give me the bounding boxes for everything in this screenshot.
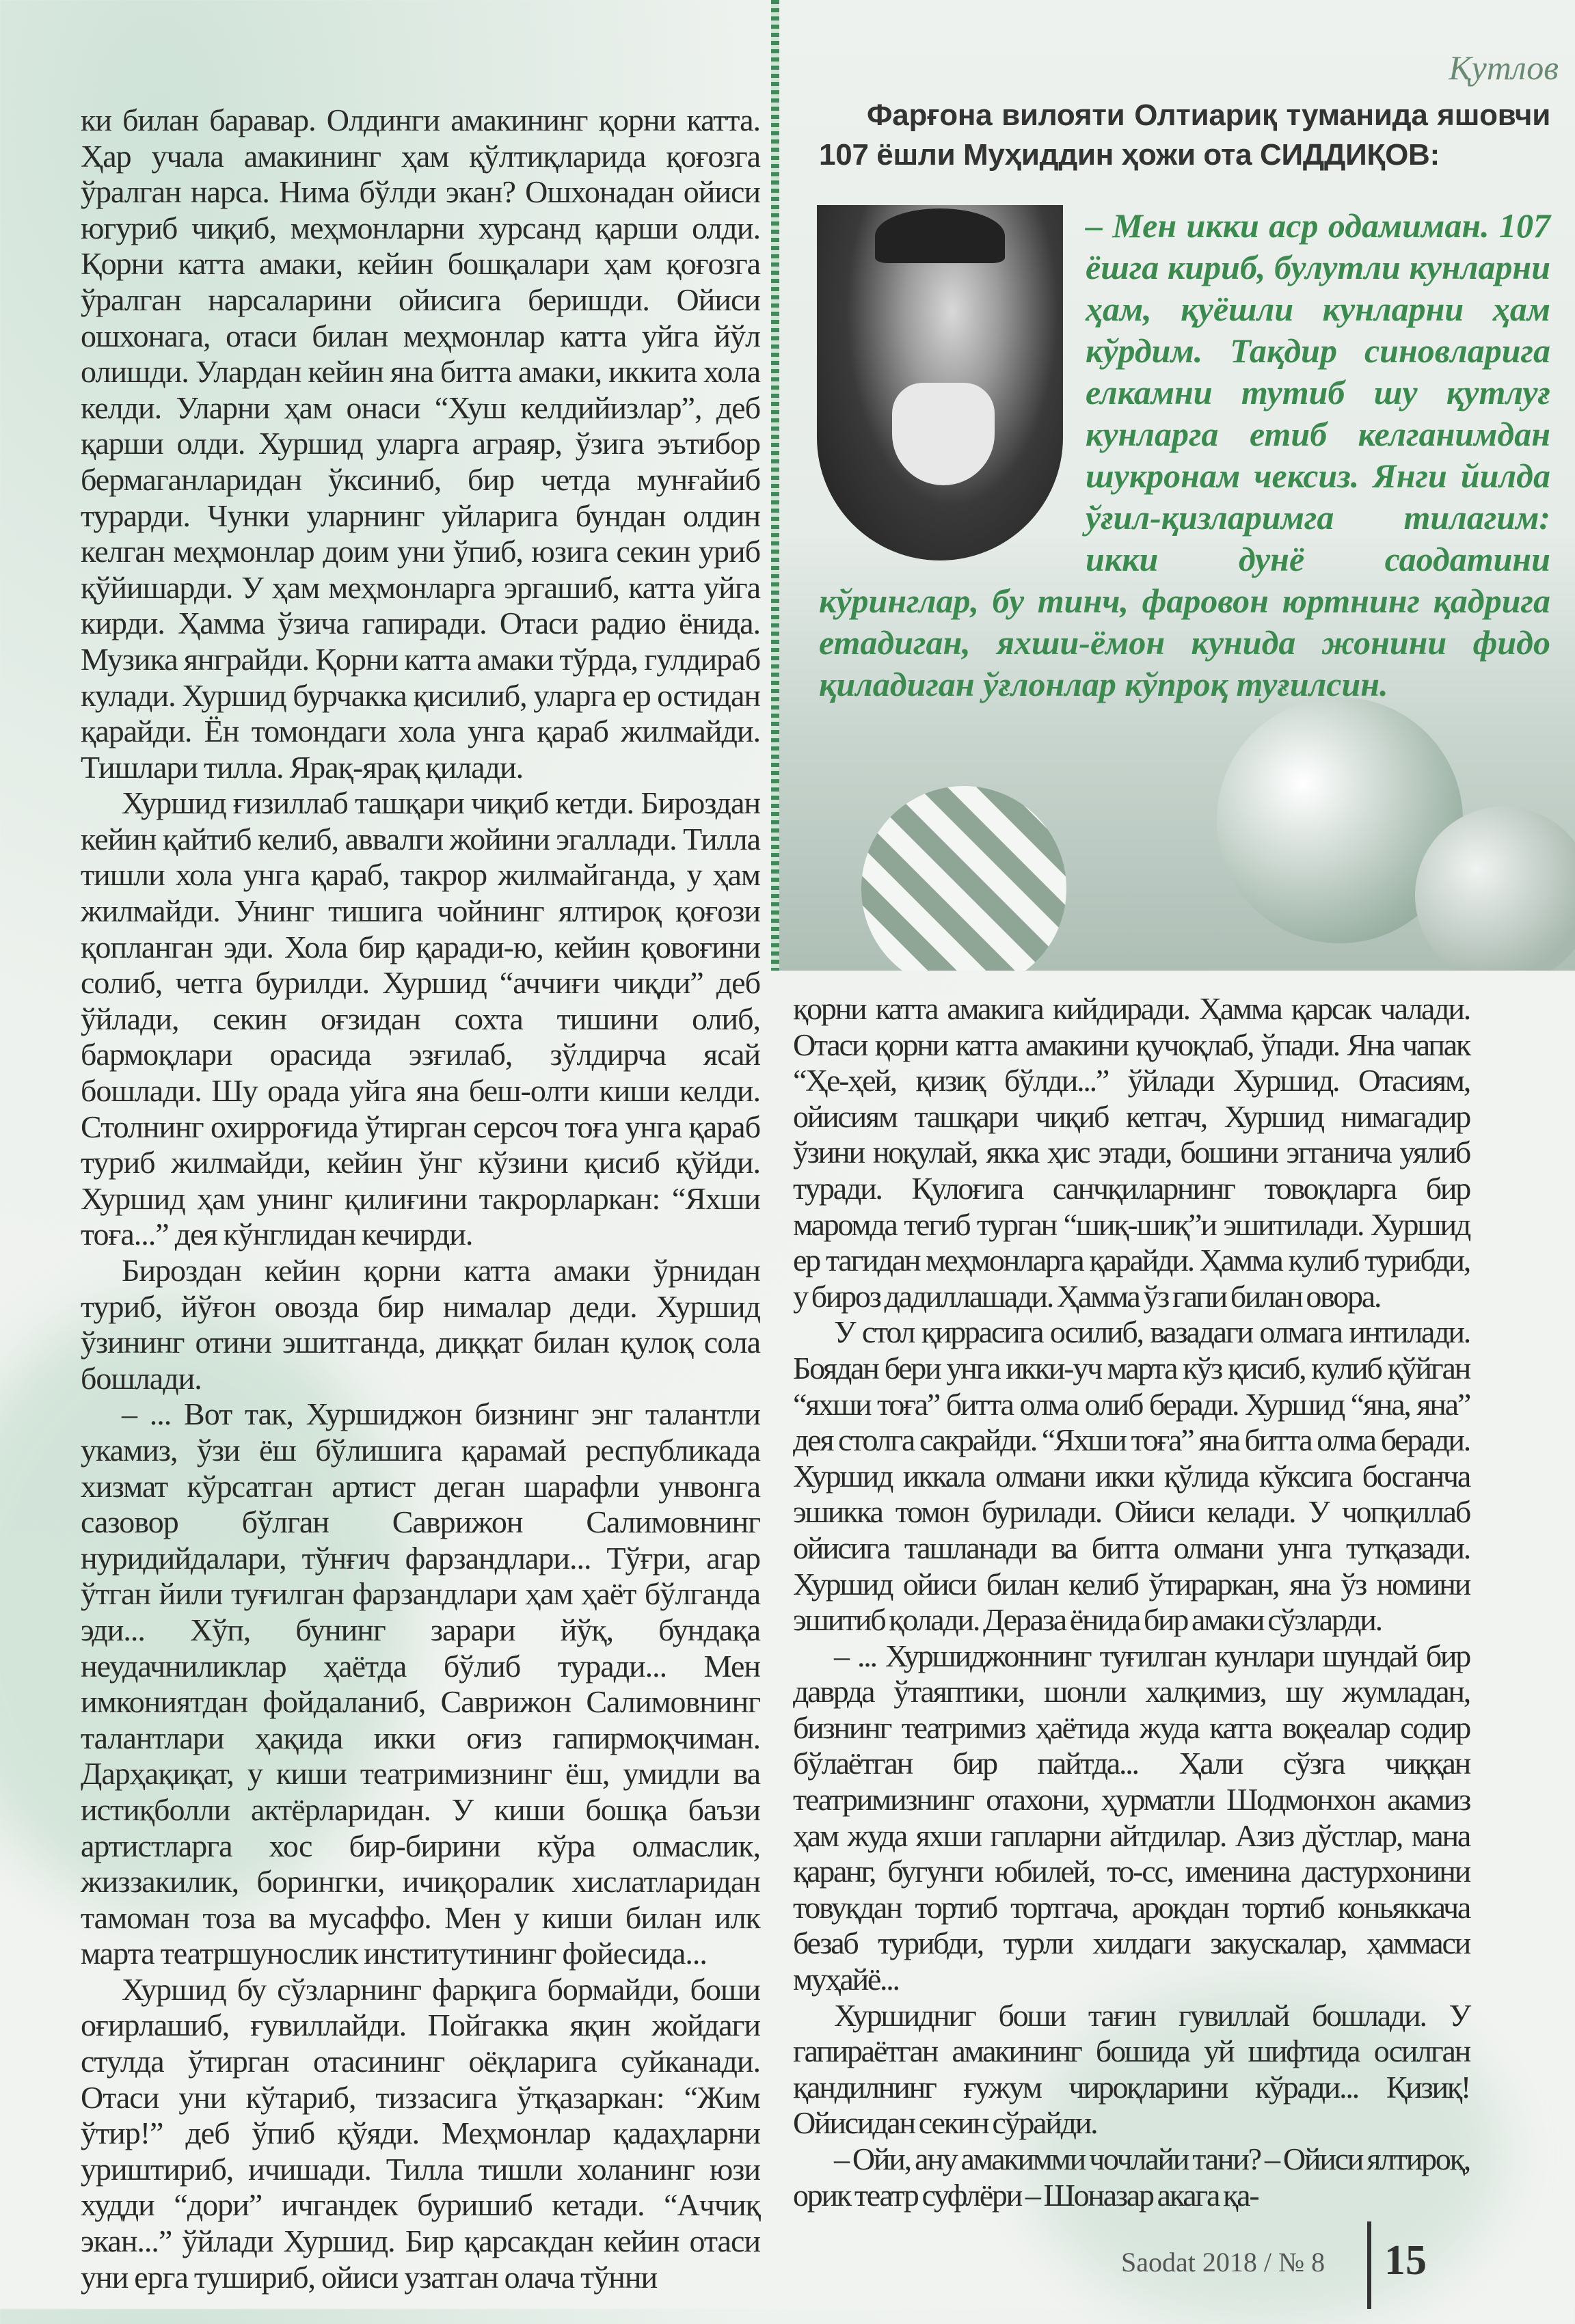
section-rubric: Қутлов (1449, 49, 1559, 87)
paragraph: ки билан баравар. Олдинги амакининг қорни катта. Ҳар учала амакининг ҳам қўлтиқларида қоғозга ўралган нарса. Нима бўлди экан? Ошхонадан ойиси югуриб чиқиб, меҳмонларни хурсанд қарши олди. Қорни катта амаки, кейин бошқалари ҳам қоғозга ўралган нарсаларини ойисига беришди. Ойиси ошхонага, отаси билан меҳмонлар катта уйга йўл олишди. Улардан кейин яна битта амаки, иккита хола келди. Уларни ҳам онаси “Хуш келдийизлар”, деб қарши олди. Хуршид уларга аграяр, ўзига эътибор бермаганларидан ўксиниб, бир четда мунғайиб турарди. Чунки уларнинг уйларига бундан олдин келган меҳмонлар доим уни ўпиб, юзига секин уриб қўйишарди. У ҳам меҳмонларга эргашиб, катта уйга кирди. Ҳамма ўзича гапиради. Отаси радио ёнида. Музика янграйди. Қорни катта амаки тўрда, гулдираб кулади. Хуршид бурчакка қисилиб, уларга ер остидан қарайди. Ён томондаги хола унга қараб жилмайди. Тишлари тилла. Ярақ-ярақ қилади. (81, 103, 760, 785)
page-number: 15 (1384, 2237, 1427, 2284)
feature-quote (819, 205, 1550, 705)
paragraph: Бироздан кейин қорни катта амаки ўрнидан туриб, йўғон овозда бир нималар деди. Хуршид ўзининг отини эшитганда, диққат билан қулоқ сола бошлади. (81, 1253, 760, 1396)
left-article-column (81, 103, 760, 2295)
footer-divider (1367, 2221, 1371, 2309)
feature-intro-heading: Фарғона вилояти Олтиариқ туманида яшовчи 107 ёшли Муҳиддин ҳожи ота СИДДИҚОВ: (819, 98, 1550, 172)
ornament-ball-illustration (861, 786, 1066, 971)
paragraph: Хуршид бу сўзларнинг фарқига бормайди, боши оғирлашиб, ғувиллайди. Пойгакка яқин жойдаги стулда ўтирган отасининг оёқларига суйканади. Отаси уни кўтариб, тиззасига ўтқазаркан: “Жим ўтир!” деб ўпиб қўяди. Меҳмонлар қадаҳларни уриштириб, ичишади. Тилла тишли холанинг юзи худди “дори” ичгандек буришиб кетади. “Аччиқ экан...” ўйлади Хуршид. Бир қарсакдан кейин отаси уни ерга тушириб, ойиси узатган олача тўнни (81, 1971, 760, 2295)
paragraph: Хуршидниг боши тағин гувиллай бошлади. У гапираётган амакининг бошида уй шифтида осилган қандилнинг ғужум чироқларини кўради... Қизиқ! Ойисидан секин сўрайди. (793, 1997, 1470, 2141)
greeting-feature-panel (779, 0, 1575, 971)
magazine-issue: Saodat 2018 / № 8 (1121, 2247, 1325, 2278)
paragraph: – Ойи, ану амакимми чочлайи тани? – Ойиси ялтироқ, орик театр суфлёри – Шоназар акага қа- (793, 2141, 1470, 2213)
paragraph: – ... Хуршиджоннинг туғилган кунлари шундай бир даврда ўтаяптики, шонли халқимиз, шу жумладан, бизнинг театримиз ҳаётида жуда катта воқеалар содир бўлаётган бир пайтда... Ҳали сўзга чиққан театримизнинг отахони, ҳурматли Шодмонхон акамиз ҳам жуда яхши гапларни айтдилар. Азиз дўстлар, мана қаранг, бугунги юбилей, то-сс, именина дастурхонини товуқдан тортиб тортгача, ароқдан тортиб коньяккача безаб турибди, турли хилдаги закускалар, ҳаммаси муҳайё... (793, 1638, 1470, 1997)
quote-text: – Мен икки аср одамиман. 107 ёшга кириб, булутли кунларни ҳам, қуёшли кунларни ҳам кўрдим. Тақдир синовларига елкамни тутиб шу қутлуғ кунларга етиб келганимдан шукронам чексиз. Янги йилда ўғил-қизларимга тилагим: икки дунё саодатини кўринглар, бу тинч, фаровон юртнинг қадрига етадиган, яхши-ёмон кунида жонини фидо қиладиган ўғлонлар кўпроқ туғилсин. (819, 206, 1550, 703)
right-article-column (793, 991, 1470, 2213)
paragraph: Хуршид ғизиллаб ташқари чиқиб кетди. Бироздан кейин қайтиб келиб, аввалги жойини эгаллади. Тилла тишли хола унга қараб, такрор жилмайганда, у ҳам жилмайди. Унинг тишига чойнинг ялтироқ қоғози қопланган эди. Хола бир қаради-ю, кейин қовоғини солиб, четга бурилди. Хуршид “аччиғи чиқди” деб ўйлади, секин оғзидан сохта тишини олиб, бармоқлари орасида эзғилаб, зўлдирча ясай бошлади. Шу орада уйга яна беш-олти киши келди. Столнинг охирроғида ўтирган серсоч тоға унга қараб туриб жилмайди, кейин ўнг кўзини қисиб қўйди. Хуршид ҳам унинг қилиғини такрорларкан: “Яхши тоға...” дея кўнглидан кечирди. (81, 785, 760, 1252)
paragraph: У стол қиррасига осилиб, вазадаги олмага интилади. Боядан бери унга икки-уч марта кўз қисиб, кулиб қўйган “яхши тоға” битта олма олиб беради. Хуршид “яна, яна” дея столга сакрайди. “Яхши тоға” яна битта олма беради. Хуршид иккала олмани икки қўлида кўксига босганча эшикка томон бурилади. Ойиси келади. У чопқиллаб ойисига ташланади ва битта олмани унга тутқазади. Хуршид ойиси билан келиб ўтираркан, яна ўз номини эшитиб қолади. Дераза ёнида бир амаки сўзларди. (793, 1314, 1470, 1638)
paragraph: – ... Вот так, Хуршиджон бизнинг энг талантли укамиз, ўзи ёш бўлишига қарамай республикада хизмат кўрсатган артист деган шарафли унвонга сазовор бўлган Саврижон Салимовнинг нуридийдалари, тўнғич фарзандлари... Тўғри, агар ўтган йили туғилган фарзандлари ҳам ҳаёт бўлганда эди... Хўп, бунинг зарари йўқ, бундақа неудачниликлар ҳаётда бўлиб туради... Мен имкониятдан фойдаланиб, Саврижон Салимовнинг талантлари ҳақида икки оғиз гапирмоқчиман. Дарҳақиқат, у киши театримизнинг ёш, умидли ва истиқболли актёрларидан. У киши бошқа баъзи артистларга хос бир-бирини кўра олмаслик, жиззакилик, борингки, ичиқоралик хислатларидан тамоман тоза ва мусаффо. Мен у киши билан илк марта театршунослик институтининг фойесида... (81, 1396, 760, 1971)
paragraph: қорни катта амакига кийдиради. Ҳамма қарсак чалади. Отаси қорни катта амакини қучоқлаб, ўпади. Яна чапак “Ҳе-ҳей, қизиқ бўлди...” ўйлади Хуршид. Отасиям, ойисиям ташқари чиқиб кетгач, Хуршид нимагадир ўзини ноқулай, якка ҳис этади, бошини эгганича уялиб туради. Қулоғига санчқиларнинг товоқларга бир маромда тегиб турган “шиқ-шиқ”и эшитилади. Хуршид ер тагидан меҳмонларга қарайди. Ҳамма кулиб турибди, у бироз дадиллашади. Ҳамма ўз гапи билан овора. (793, 991, 1470, 1314)
